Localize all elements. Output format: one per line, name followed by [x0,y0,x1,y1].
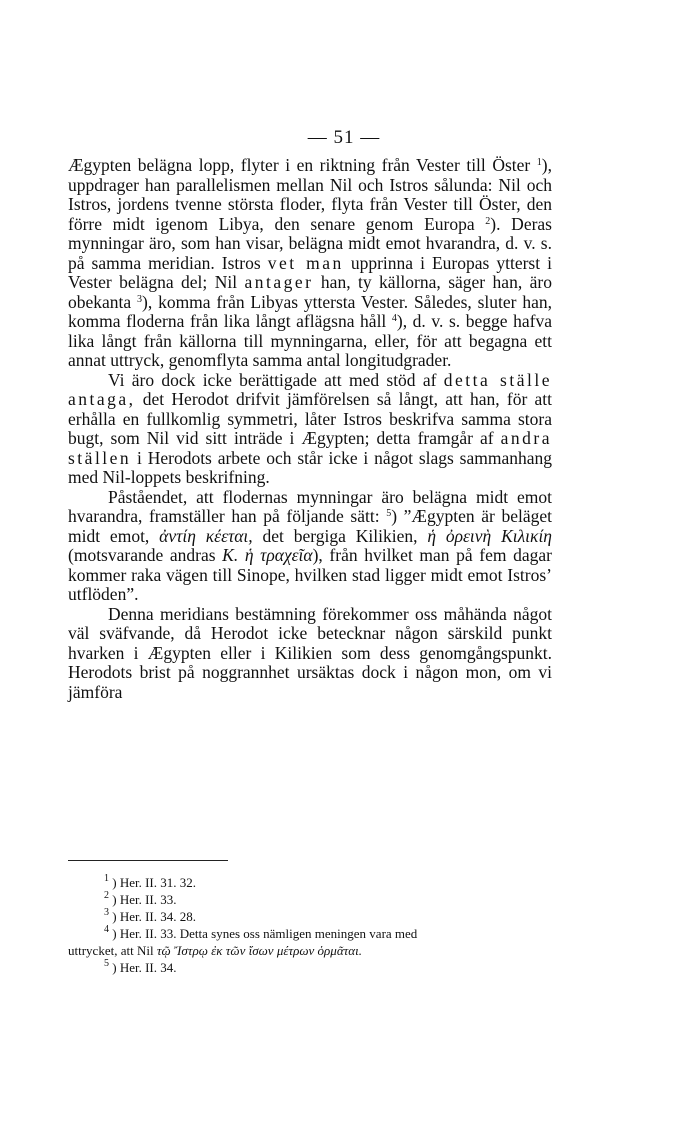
footnotes [68,874,552,976]
footnote-4: $^4$ ) Her. II. 33. Detta synes oss nämligen meningen vara med [104,924,418,941]
page-number: — 51 — [307,127,381,148]
paragraph-1: Ægypten belägna lopp, flyter i en riktning från Vester till Öster $^1$), uppdrager han parallelismen mellan Nil och Istros sålunda: Nil och Istros, jordens tvenne största floder, flyta från Vester till Öster, den förre midt igenom Libya, den senare genom Europa $^2$). Deras mynningar äro, som han visar, belägna midt emot hvarandra, d. v. s. på samma meridian. Istros vet man upprinna i Europas ytterst i Vester belägna del; Nil antager han, ty källorna, säger han, äro obekanta $^3$), komma från Libyas yttersta Vester. Således, sluter han, komma floderna från lika långt aflägsna håll $^4$), d. v. s. begge hafva lika långt från källorna till mynningarna, eller, för att begagna ett annat uttryck, genomflyta samma antal longitudgrader. [68,155,552,370]
footnote-5: $^5$ ) Her. II. 34. [104,958,177,975]
footnote-1: $^1$ ) Her. II. 31. 32. [104,873,197,890]
paragraph-3: Påståendet, att flodernas mynningar äro belägna midt emot hvarandra, framställer han på följande sätt: $^5$) ”Ægypten är beläget midt emot, ἀντίη κέεται, det bergiga Kilikien, ἡ ὀρεινὴ Κιλικίη (motsvarande andras Κ. ἡ τραχεῖα), från hvilket man på fem dagar kommer raka vägen till Sinope, hvilken stad ligger midt emot Istros’ utflöden”. [68,486,552,604]
body-text [68,156,552,702]
footnote-2: $^2$ ) Her. II. 33. [104,890,177,907]
paragraph-4: Denna meridians bestämning förekommer oss måhända något väl sväfvande, då Herodot icke betecknar någon särskild punkt hvarken i Ægypten eller i Kilikien som dess genomgångspunkt. Herodots brist på noggrannhet ursäktas dock i någon mon, om vi jämföra [68,603,552,702]
footnote-4-continued: uttrycket, att Nil τῷ Ἴστρῳ ἐκ τῶν ἴσων μέτρων ὁρμᾶται. [68,943,362,958]
footnote-divider [68,860,228,861]
paragraph-2: Vi äro dock icke berättigade att med stöd af detta ställe antaga, det Herodot drifvit jämförelsen så långt, att han, för att erhålla en fullkomlig symmetri, låter Istros beskrifva samma stora bugt, som Nil vid sitt inträde i Ægypten; detta framgår af andra ställen i Herodots arbete och står icke i något slags sammanhang med Nil-loppets beskrifning. [68,369,552,487]
footnote-3: $^3$ ) Her. II. 34. 28. [104,907,197,924]
